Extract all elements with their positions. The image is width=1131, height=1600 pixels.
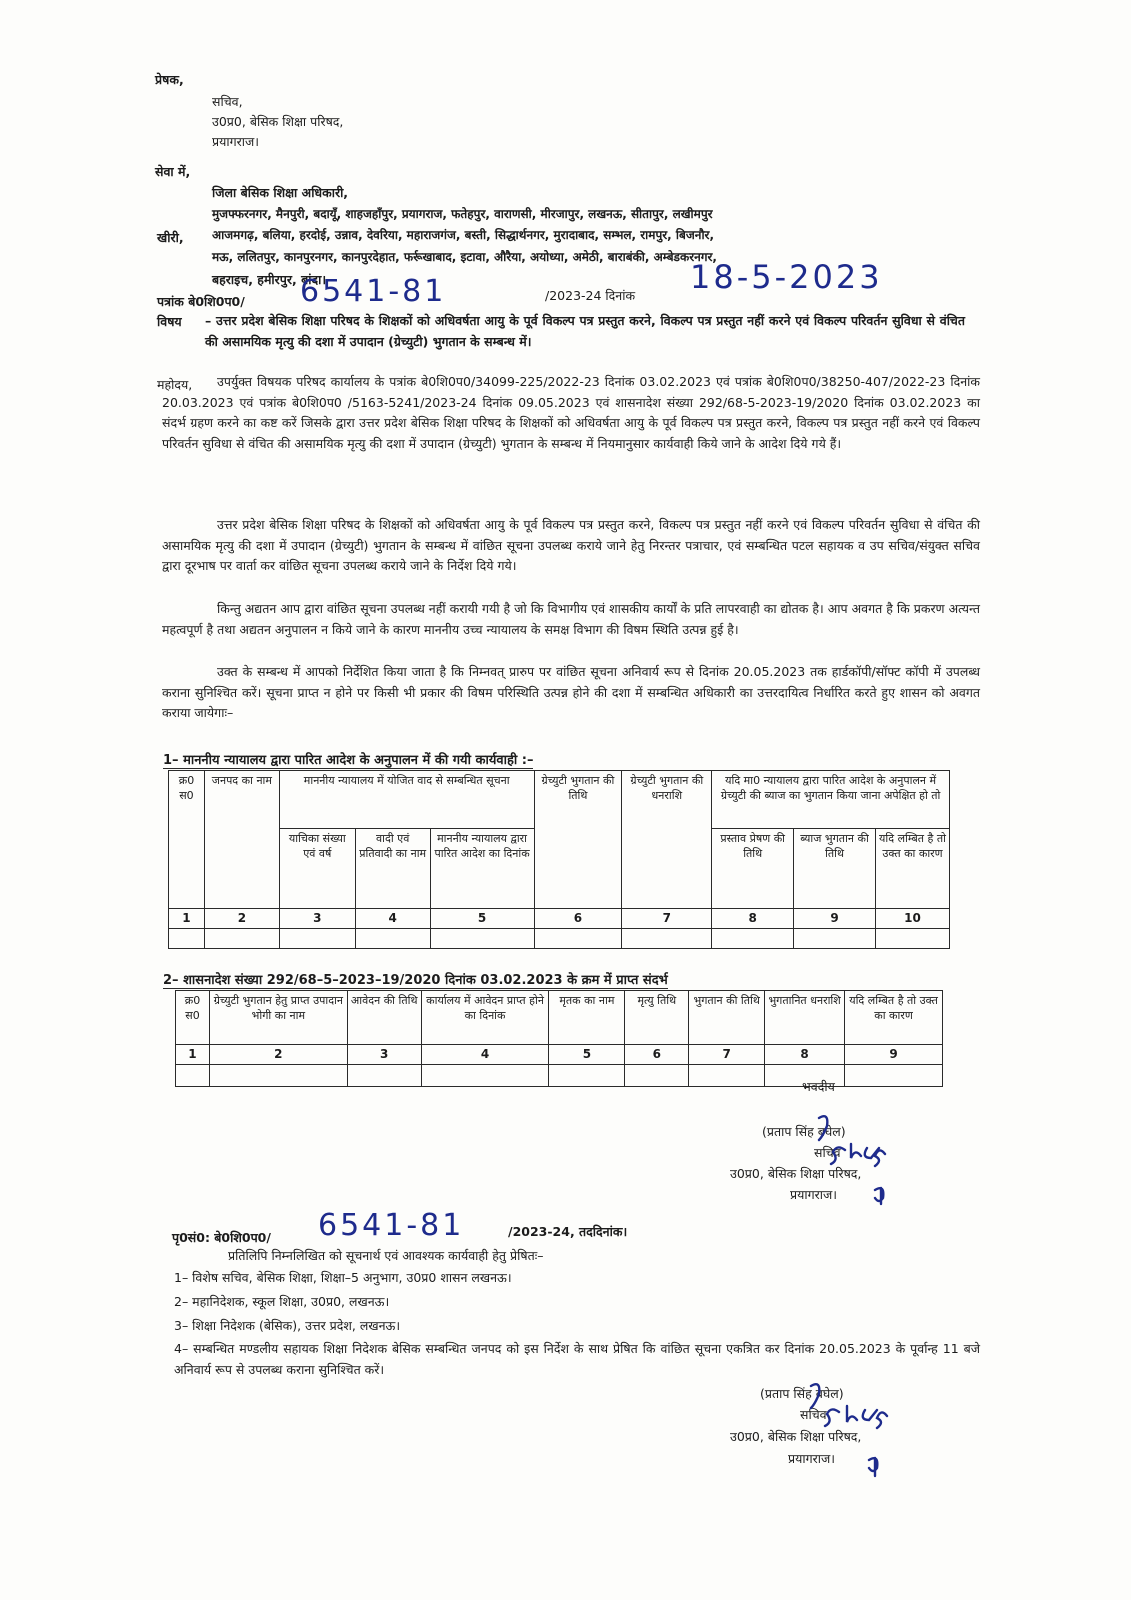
body-paragraph-1: उपर्युक्त विषयक परिषद कार्यालय के पत्रांक बे0शि0प0/34099-225/2022-23 दिनांक 03.02.2023 एवं पत्रांक बे0शि0प0/38250-407/2022-23 दिनांक 20.03.2023 एवं पत्रांक बे0शि0प0 /5163-5241/2023-24 दिनांक 09.05.2023 एवं शासनादेश संख्या 292/68-5-2023-19/2020 दिनांक 03.02.2023 का संदर्भ ग्रहण करने का कष्ट करें जिसके द्वारा उत्तर प्रदेश बेसिक शिक्षा परिषद के शिक्षकों को अधिवर्षता आयु के पूर्व विकल्प पत्र प्रस्तुत करने, विकल्प पत्र प्रस्तुत नहीं करने एवं विकल्प परिवर्तन सुविधा से वंचित की असामयिक मृत्यु की दशा में उपादान (ग्रेच्युटी) भुगतान के सम्बन्ध में नियमानुसार कार्यवाही किये जाने के आदेश दिये गये हैं। — [162, 374, 980, 451]
letter-no-suffix: /2023-24 दिनांक — [545, 288, 636, 303]
recipient-line1: जिला बेसिक शिक्षा अधिकारी, — [212, 185, 349, 200]
copy-item-4: 4– सम्बन्धित मण्डलीय सहायक शिक्षा निदेशक बेसिक सम्बन्धित जनपद को इस निर्देश के साथ प्रेषित कि वांछित सूचना एकत्रित कर दिनांक 20.05.2023 के पूर्वान्ह 11 बजे अनिवार्य रूप से उपलब्ध कराना सुनिश्चित करें। — [174, 1341, 980, 1377]
sender-office: उ0प्र0, बेसिक शिक्षा परिषद, — [212, 114, 344, 129]
handwritten-copy-no: 6541-81 — [318, 1208, 465, 1243]
t1-col-number: 8 — [712, 909, 794, 929]
t2-col-number: 3 — [347, 1045, 421, 1065]
subject-text: – उत्तर प्रदेश बेसिक शिक्षा परिषद के शिक्षकों को अधिवर्षता आयु के पूर्व विकल्प पत्र प्रस्तुत करने, विकल्प पत्र प्रस्तुत नहीं करने एवं विकल्प परिवर्तन सुविधा से वंचित की असामयिक मृत्यु की दशा में उपादान (ग्रेच्युटी) भुगतान के सम्बन्ध में। — [205, 313, 965, 349]
t1-col-number: 10 — [876, 909, 950, 929]
t1-col-number: 7 — [622, 909, 712, 929]
t2-col-number: 5 — [549, 1045, 625, 1065]
t2-col-number: 6 — [625, 1045, 689, 1065]
t2-col-number: 4 — [421, 1045, 549, 1065]
government-order-table — [175, 990, 943, 1087]
t1-column-number-row — [169, 909, 950, 929]
recipient-line3-prefix: खीरी, — [157, 230, 184, 245]
t1-header-interest-group: यदि मा0 न्यायालय द्वारा पारित आदेश के अनुपालन में ग्रेच्युटी की ब्याज का भुगतान किया जाना अपेक्षित हो तो — [712, 771, 950, 829]
t1-header-gratuity-date: ग्रेच्युटी भुगतान की तिथि — [534, 771, 622, 909]
body-paragraph-4: उक्त के सम्बन्ध में आपको निर्देशित किया जाता है कि निम्नवत् प्रारुप पर वांछित सूचना अनिवार्य रूप से दिनांक 20.05.2023 तक हार्डकॉपी/सॉफ्ट कॉपी में उपलब्ध कराना सुनिश्चित करें। सूचना प्राप्त न होने पर किसी भी प्रकार की विषम परिस्थिति उत्पन्न होने की दशा में सम्बन्धित अधिकारी का उत्तरदायित्व निर्धारित करते हुए शासन को अवगत कराया जायेगाः– — [162, 664, 980, 720]
t2-column-number-row — [176, 1045, 943, 1065]
table1-heading: 1– माननीय न्यायालय द्वारा पारित आदेश के अनुपालन में की गयी कार्यवाही :– — [163, 750, 533, 769]
letter-no-prefix: पत्रांक बे0शि0प0/ — [157, 294, 245, 309]
t1-header-pending-reason: यदि लम्बित है तो उक्त का कारण — [876, 829, 950, 909]
t1-col-number: 9 — [794, 909, 876, 929]
recipient-line2: मुजफ्फरनगर, मैनपुरी, बदायूँ, शाहजहाँपुर, प्रयागराज, फतेहपुर, वाराणसी, मीरजापुर, लखनऊ, सीतापुर, लखीमपुर — [212, 207, 713, 221]
signatory-title-2: सचिव — [800, 1407, 827, 1422]
t2-header-application-date: आवेदन की तिथि — [347, 991, 421, 1045]
t1-col-number: 2 — [204, 909, 279, 929]
copy-item-2: 2– महानिदेशक, स्कूल शिक्षा, उ0प्र0, लखनऊ। — [174, 1294, 390, 1309]
t2-col-number: 7 — [689, 1045, 765, 1065]
t2-header-pending-reason: यदि लम्बित है तो उक्त का कारण — [845, 991, 943, 1045]
t2-col-number: 1 — [176, 1045, 210, 1065]
t1-col-number: 5 — [430, 909, 534, 929]
copy-ref-prefix: पृ0सं0: बे0शि0प0/ — [172, 1230, 271, 1245]
handwritten-signature-1 — [805, 1108, 925, 1208]
recipient-line5: बहराइच, हमीरपुर, बांदा। — [212, 272, 327, 287]
signatory-office-2: उ0प्र0, बेसिक शिक्षा परिषद, — [730, 1429, 862, 1444]
t2-col-number: 8 — [765, 1045, 845, 1065]
copy-ref-suffix: /2023-24, तददिनांक। — [508, 1224, 628, 1239]
copy-item-1: 1– विशेष सचिव, बेसिक शिक्षा, शिक्षा–5 अनुभाग, उ0प्र0 शासन लखनऊ। — [174, 1270, 512, 1285]
sender-name: सचिव, — [212, 94, 243, 109]
table2-heading: 2– शासनादेश संख्या 292/68–5–2023–19/2020 दिनांक 03.02.2023 के क्रम में प्राप्त संदर्भ — [163, 970, 668, 989]
signatory-city-2: प्रयागराज। — [788, 1451, 836, 1466]
t1-col-number: 3 — [279, 909, 355, 929]
sender-city: प्रयागराज। — [212, 134, 260, 149]
signatory-name-2: (प्रताप सिंह बघेल) — [760, 1386, 844, 1401]
t2-header-deceased-name: मृतक का नाम — [549, 991, 625, 1045]
signatory-name: (प्रताप सिंह बघेल) — [762, 1124, 846, 1139]
t2-header-payment-date: भुगतान की तिथि — [689, 991, 765, 1045]
t2-col-number: 9 — [845, 1045, 943, 1065]
sender-label: प्रेषक, — [155, 72, 184, 87]
closing: भवदीय — [802, 1079, 835, 1094]
t2-header-beneficiary: ग्रेच्युटी भुगतान हेतु प्राप्त उपादान भोगी का नाम — [209, 991, 347, 1045]
t1-header-order-date: माननीय न्यायालय द्वारा पारित आदेश का दिनांक — [430, 829, 534, 909]
t1-empty-row — [169, 929, 950, 949]
recipient-line4: मऊ, ललितपुर, कानपुरनगर, कानपुरदेहात, फर्रूखाबाद, इटावा, औरैया, अयोध्या, अमेठी, बाराबंकी, अम्बेडकरनगर, — [212, 250, 717, 264]
signatory-office: उ0प्र0, बेसिक शिक्षा परिषद, — [730, 1166, 862, 1181]
t1-header-proposal-date: प्रस्ताव प्रेषण की तिथि — [712, 829, 794, 909]
salutation: महोदय, — [157, 377, 193, 392]
copy-item-3: 3– शिक्षा निदेशक (बेसिक), उत्तर प्रदेश, लखनऊ। — [174, 1318, 401, 1333]
t1-header-sno: क्र0 स0 — [169, 771, 205, 909]
t1-header-parties: वादी एवं प्रतिवादी का नाम — [355, 829, 430, 909]
t1-col-number: 6 — [534, 909, 622, 929]
signatory-city: प्रयागराज। — [790, 1187, 838, 1202]
t2-col-number: 2 — [209, 1045, 347, 1065]
handwritten-letter-no: 6541-81 — [300, 274, 447, 309]
t2-header-sno: क्र0 स0 — [176, 991, 210, 1045]
t1-header-case-group: माननीय न्यायालय में योजित वाद से सम्बन्धित सूचना — [279, 771, 534, 829]
handwritten-signature-2 — [795, 1372, 935, 1482]
signatory-title: सचिव — [814, 1145, 841, 1160]
body-paragraph-2: उत्तर प्रदेश बेसिक शिक्षा परिषद के शिक्षकों को अधिवर्षता आयु के पूर्व विकल्प पत्र प्रस्तुत करने, विकल्प पत्र प्रस्तुत नहीं करने एवं विकल्प परिवर्तन सुविधा से वंचित की असामयिक मृत्यु की दशा में उपादान (ग्रेच्युटी) भुगतान के सम्बन्ध में वांछित सूचना उपलब्ध कराये जाने हेतु निरन्तर पत्राचार, एवं सम्बन्धित पटल सहायक व उप सचिव/संयुक्त सचिव द्वारा दूरभाष पर वार्ता कर वांछित सूचना उपलब्ध कराये जाने के निर्देश दिये गये। — [162, 517, 980, 573]
t1-header-petition: याचिका संख्या एवं वर्ष — [279, 829, 355, 909]
t2-header-paid-amount: भुगतानित धनराशि — [765, 991, 845, 1045]
t1-header-district: जनपद का नाम — [204, 771, 279, 909]
recipient-line3: आजमगढ़, बलिया, हरदोई, उन्नाव, देवरिया, महाराजगंज, बस्ती, सिद्धार्थनगर, मुरादाबाद, सम्भल, रामपुर, बिजनौर, — [212, 228, 715, 242]
court-compliance-table — [168, 770, 950, 949]
t2-header-received-date: कार्यालय में आवेदन प्राप्त होने का दिनांक — [421, 991, 549, 1045]
t1-header-interest-date: ब्याज भुगतान की तिथि — [794, 829, 876, 909]
t1-col-number: 1 — [169, 909, 205, 929]
t2-header-death-date: मृत्यु तिथि — [625, 991, 689, 1045]
subject-label: विषय — [157, 314, 182, 329]
copy-intro: प्रतिलिपि निम्नलिखित को सूचनार्थ एवं आवश्यक कार्यवाही हेतु प्रेषितः– — [228, 1248, 544, 1263]
handwritten-letter-date: 18-5-2023 — [690, 258, 883, 296]
recipient-label: सेवा में, — [155, 164, 191, 179]
body-paragraph-3: किन्तु अद्यतन आप द्वारा वांछित सूचना उपलब्ध नहीं करायी गयी है जो कि विभागीय एवं शासकीय कार्यों के प्रति लापरवाही का द्योतक है। आप अवगत है कि प्रकरण अत्यन्त महत्वपूर्ण है तथा अद्यतन अनुपालन न किये जाने के कारण माननीय उच्च न्यायालय के समक्ष विभाग की विषम स्थिति उत्पन्न हुई है। — [162, 601, 980, 637]
t1-col-number: 4 — [355, 909, 430, 929]
t1-header-gratuity-amount: ग्रेच्युटी भुगतान की धनराशि — [622, 771, 712, 909]
